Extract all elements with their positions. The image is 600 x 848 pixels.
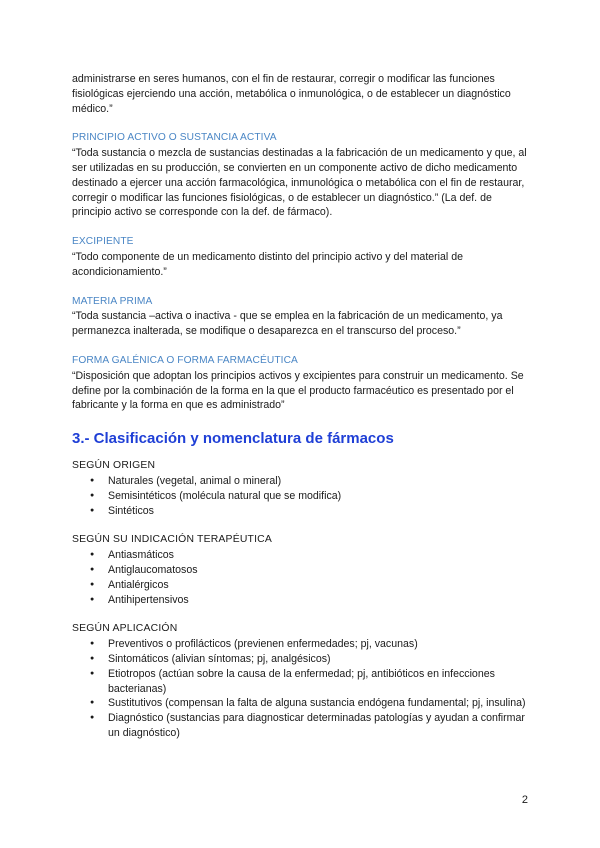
list-item: ● Antiglaucomatosos (72, 563, 532, 578)
definition-text-excipiente: “Todo componente de un medicamento distinto del principio activo y del material de acondicionamiento.” (72, 250, 464, 278)
list-indicacion (72, 548, 532, 607)
document-page (72, 72, 532, 741)
definition-heading-excipiente: EXCIPIENTE (72, 236, 134, 248)
group-heading-aplicacion: SEGÚN APLICACIÓN (72, 623, 178, 635)
list-item: ● Sustitutivos (compensan la falta de alguna sustancia endógena fundamental; pj, insulina) (72, 696, 532, 711)
list-item: ● Antiasmáticos (72, 548, 532, 563)
list-origen (72, 474, 532, 518)
definition-text-materia-prima: “Toda sustancia –activa o inactiva - que se emplea en la fabricación de un medicamento, ya permanezca inalterada, se modifique o desaparezca en el transcurso del proceso.” (72, 310, 503, 338)
list-item: ● Sintéticos (72, 504, 532, 519)
list-item: ● Sintomáticos (alivian síntomas; pj, analgésicos) (72, 652, 532, 667)
list-item: ● Preventivos o profilácticos (previenen enfermedades; pj, vacunas) (72, 637, 532, 652)
list-item: ● Diagnóstico (sustancias para diagnosticar determinadas patologías y ayudan a confirmar un diagnóstico) (72, 711, 532, 741)
page-number: 2 (521, 794, 528, 806)
definition-heading-forma-galenica: FORMA GALÉNICA O FORMA FARMACÉUTICA (72, 354, 298, 366)
definition-heading-materia-prima: MATERIA PRIMA (72, 295, 153, 307)
intro-paragraph: administrarse en seres humanos, con el fin de restaurar, corregir o modificar las funciones fisiológicas ejerciendo una acción, metabólica o inmunológica, o de establecer un diagnóstico médico.” (72, 73, 511, 115)
list-item: ● Naturales (vegetal, animal o mineral) (72, 474, 532, 489)
list-aplicacion (72, 637, 532, 741)
group-heading-origen: SEGÚN ORIGEN (72, 460, 156, 472)
definition-text-forma-galenica: “Disposición que adoptan los principios activos y excipientes para construir un medicamento. Se define por la combinación de la forma en la que el producto farmacéutico es presentado por el fabricante y la forma en que es administrado” (72, 369, 524, 412)
section-title: 3.- Clasificación y nomenclatura de fármacos (72, 430, 394, 448)
list-item: ● Antialérgicos (72, 578, 532, 593)
list-item: ● Etiotropos (actúan sobre la causa de la enfermedad; pj, antibióticos en infecciones bacterianas) (72, 667, 532, 697)
list-item: ● Semisintéticos (molécula natural que se modifica) (72, 489, 532, 504)
list-item: ● Antihipertensivos (72, 593, 532, 608)
group-heading-indicacion: SEGÚN SU INDICACIÓN TERAPÉUTICA (72, 534, 272, 546)
definition-text-principio-activo: “Toda sustancia o mezcla de sustancias destinadas a la fabricación de un medicamento y que, al ser utilizadas en su producción, se convierten en un componente activo de dicho medicamento destinado a ejercer una acción farmacológica, inmunológica o metabólica con el fin de restaurar, corregir o modificar las funciones fisiológicas, o de establecer un diagnóstico.” (La def. de principio activo se corresponde con la def. de fármaco). (72, 147, 527, 219)
definition-heading-principio-activo: PRINCIPIO ACTIVO O SUSTANCIA ACTIVA (72, 132, 277, 144)
